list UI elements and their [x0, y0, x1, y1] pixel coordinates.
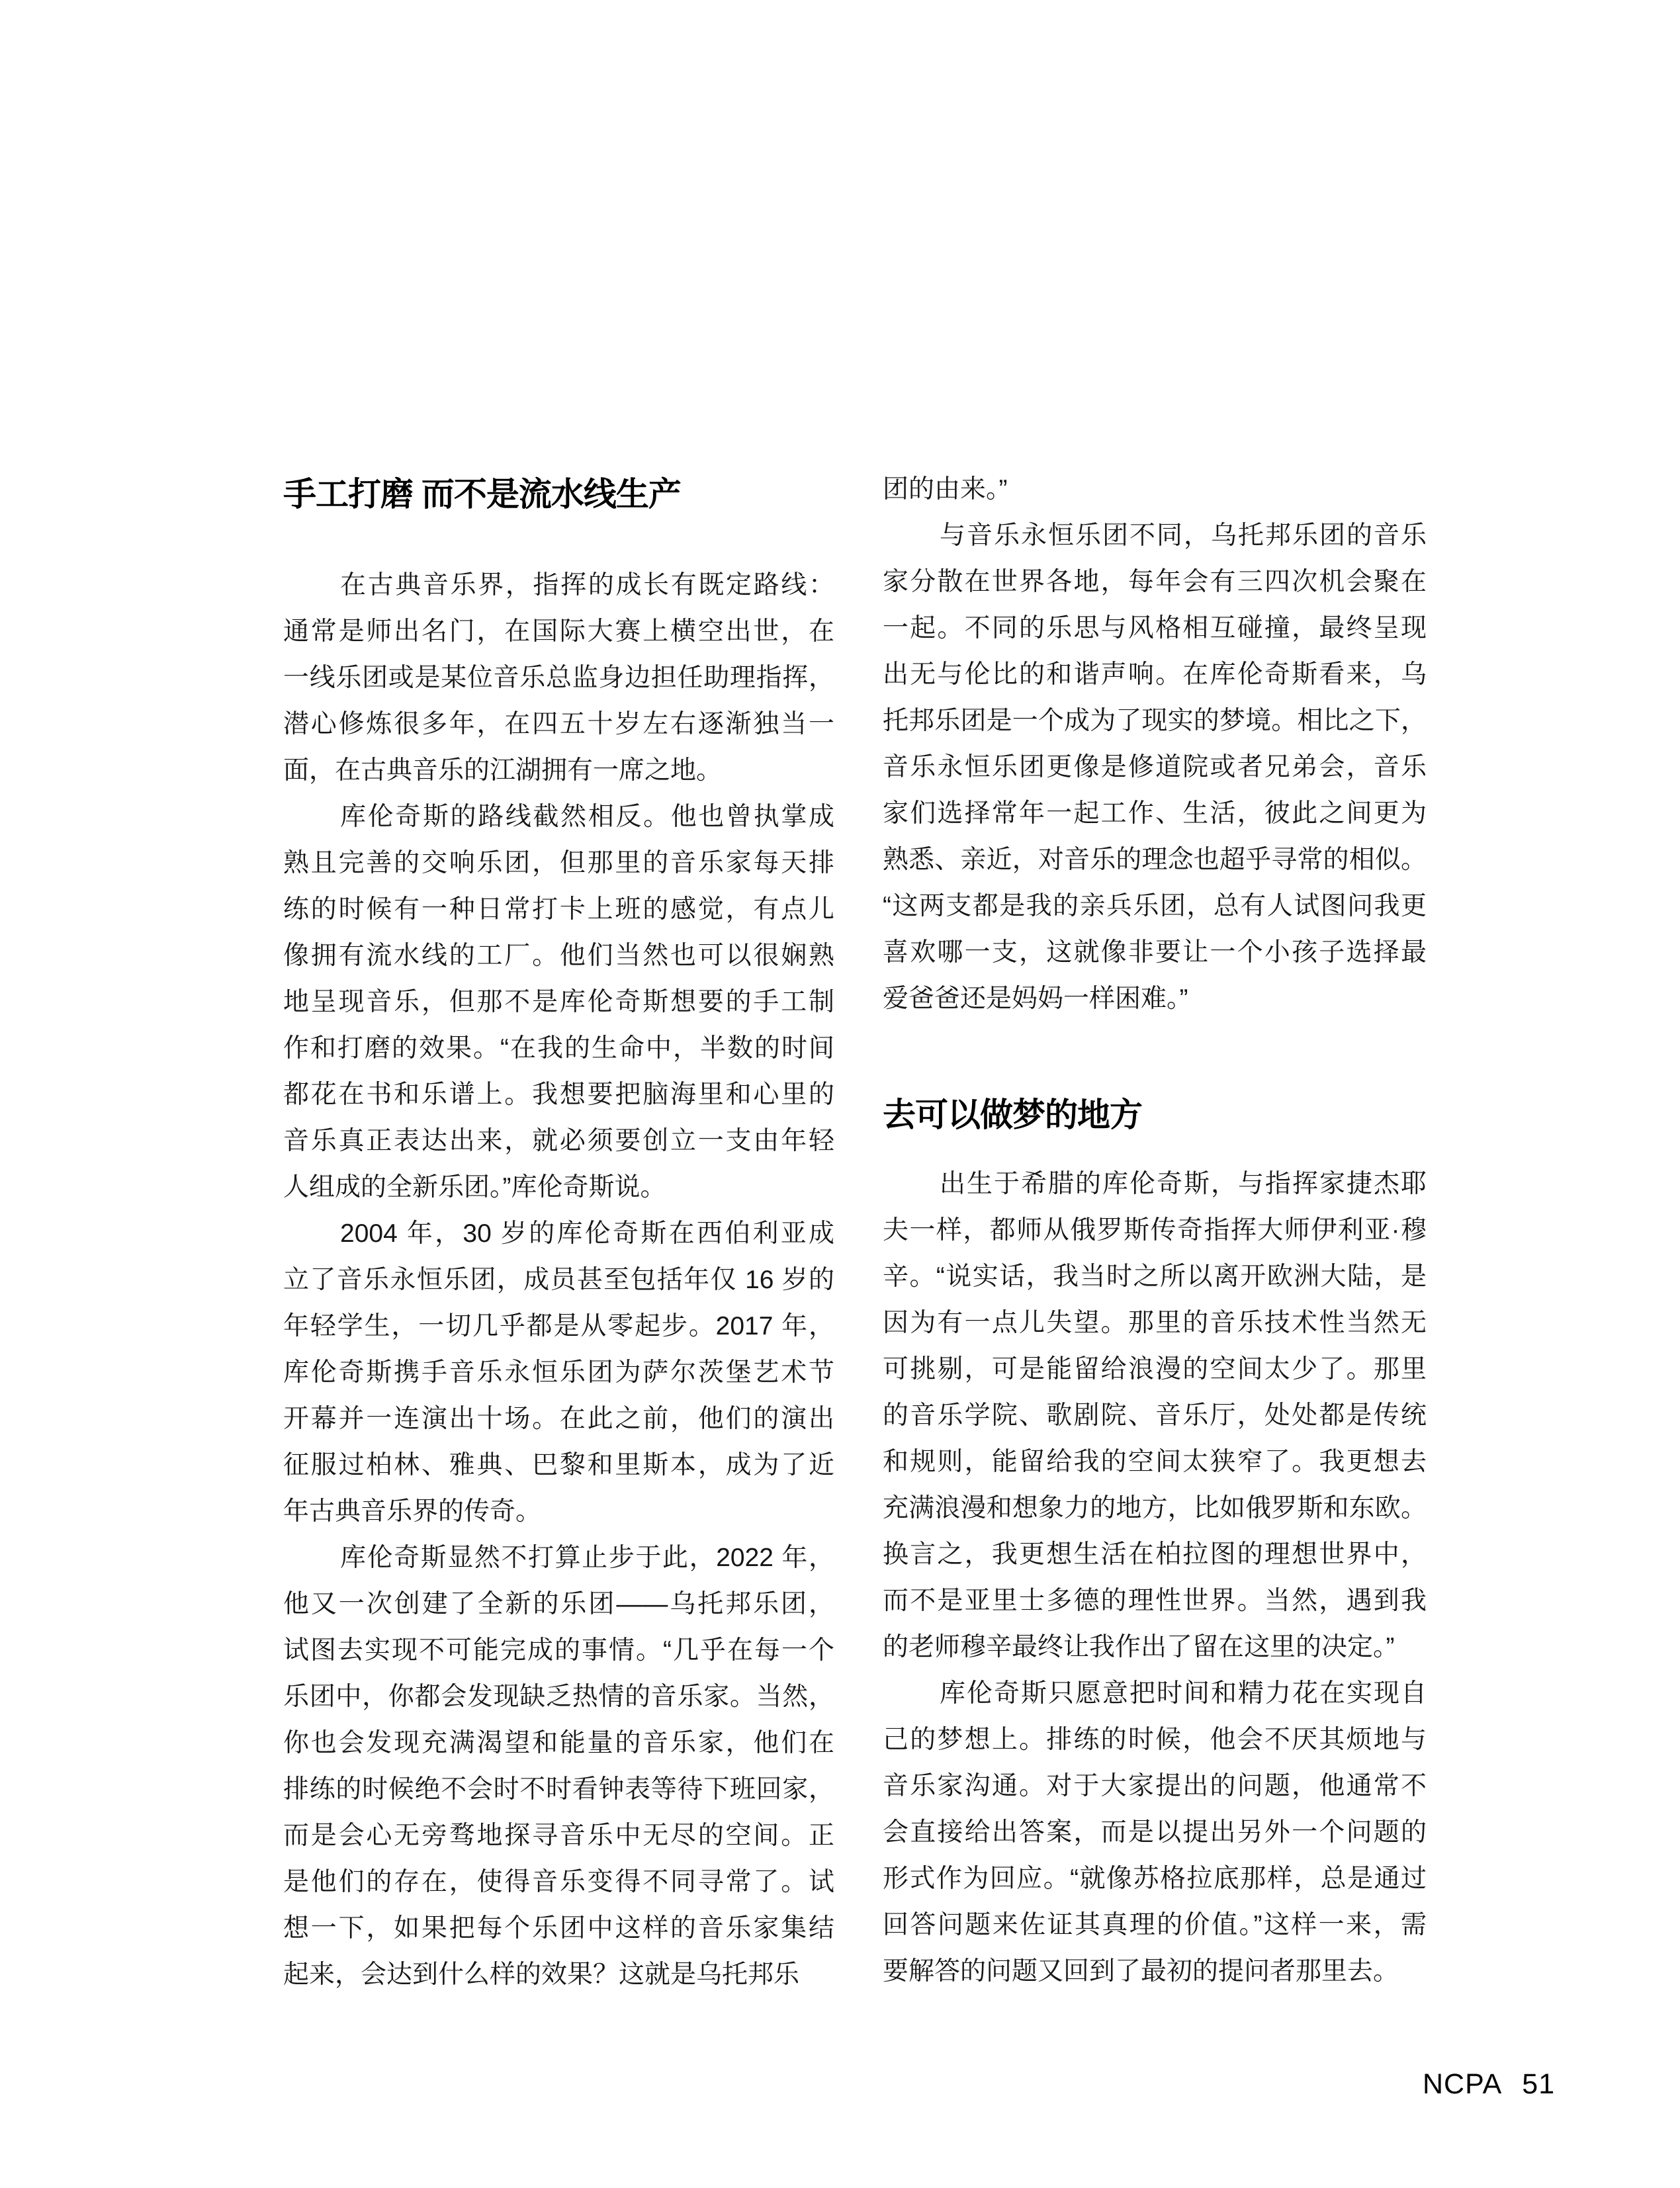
text-line: 己的梦想上。排练的时候，他会不厌其烦地与 [883, 1726, 1427, 1754]
text-line: 起来，会达到什么样的效果？这就是乌托邦乐 [283, 1960, 800, 1989]
paragraph [883, 1161, 1427, 1671]
text-line: “这两支都是我的亲兵乐团，总有人试图问我更 [883, 892, 1427, 920]
text-line: 回答问题来佐证其真理的价值。”这样一来，需 [883, 1911, 1427, 1939]
text-line: 像拥有流水线的工厂。他们当然也可以很娴熟 [283, 941, 834, 970]
text-line: 立了音乐永恒乐团，成员甚至包括年仅 16 岁的 [283, 1266, 834, 1294]
text-line: 征服过柏林、雅典、巴黎和里斯本，成为了近 [283, 1451, 834, 1479]
text-line: 年轻学生，一切几乎都是从零起步。2017 年， [283, 1312, 834, 1340]
text-line: 与音乐永恒乐团不同，乌托邦乐团的音乐 [940, 521, 1427, 550]
text-line: 充满浪漫和想象力的地方，比如俄罗斯和东欧。 [883, 1494, 1427, 1522]
text-line: 一线乐团或是某位音乐总监身边担任助理指挥， [283, 664, 834, 692]
text-line: 换言之，我更想生活在柏拉图的理想世界中， [883, 1540, 1427, 1569]
text-line: 他又一次创建了全新的乐团——乌托邦乐团， [283, 1590, 834, 1618]
text-line: 人组成的全新乐团。”库伦奇斯说。 [283, 1173, 666, 1202]
text-line: 团的由来。” [883, 475, 1008, 503]
text-line: 库伦奇斯携手音乐永恒乐团为萨尔茨堡艺术节 [283, 1358, 834, 1387]
text-line: 熟悉、亲近，对音乐的理念也超乎寻常的相似。 [883, 846, 1427, 874]
text-line: 和规则，能留给我的空间太狭窄了。我更想去 [883, 1448, 1427, 1476]
text-line: 2004 年，30 岁的库伦奇斯在西伯利亚成 [340, 1219, 834, 1248]
text-line: 一起。不同的乐思与风格相互碰撞，最终呈现 [883, 614, 1427, 642]
text-line: 因为有一点儿失望。那里的音乐技术性当然无 [883, 1309, 1427, 1337]
text-line: 夫一样，都师从俄罗斯传奇指挥大师伊利亚·穆 [883, 1216, 1427, 1245]
section-heading: 手工打磨 而不是流水线生产 [283, 476, 681, 513]
text-line: 要解答的问题又回到了最初的提问者那里去。 [883, 1957, 1399, 1986]
text-line: 库伦奇斯只愿意把时间和精力花在实现自 [940, 1679, 1427, 1708]
text-line: 乐团中，你都会发现缺乏热情的音乐家。当然， [283, 1683, 834, 1711]
text-line: 辛。“说实话，我当时之所以离开欧洲大陆，是 [883, 1262, 1427, 1291]
text-line: 家们选择常年一起工作、生活，彼此之间更为 [883, 799, 1427, 828]
text-line: 的音乐学院、歌剧院、音乐厅，处处都是传统 [883, 1401, 1427, 1430]
paragraph [283, 794, 834, 1211]
text-line: 库伦奇斯显然不打算止步于此，2022 年， [340, 1544, 834, 1572]
text-line: 音乐永恒乐团更像是修道院或者兄弟会，音乐 [883, 753, 1427, 781]
text-line: 家分散在世界各地，每年会有三四次机会聚在 [883, 568, 1427, 596]
paragraph [283, 1211, 834, 1535]
text-line: 出无与伦比的和谐声响。在库伦奇斯看来，乌 [883, 660, 1427, 689]
text-line: 而不是亚里士多德的理性世界。当然，遇到我 [883, 1587, 1427, 1615]
paragraph [283, 562, 834, 794]
text-line: 出生于希腊的库伦奇斯，与指挥家捷杰耶 [940, 1170, 1427, 1198]
text-line: 熟且完善的交响乐团，但那里的音乐家每天排 [283, 849, 834, 877]
text-line: 会直接给出答案，而是以提出另外一个问题的 [883, 1818, 1427, 1847]
text-line: 你也会发现充满渴望和能量的音乐家，他们在 [283, 1729, 834, 1757]
page-number: 51 [1522, 2068, 1556, 2100]
text-line: 的老师穆辛最终让我作出了留在这里的决定。” [883, 1633, 1395, 1661]
text-line: 想一下，如果把每个乐团中这样的音乐家集结 [283, 1914, 834, 1943]
text-line: 作和打磨的效果。“在我的生命中，半数的时间 [283, 1034, 834, 1063]
text-line: 在古典音乐界，指挥的成长有既定路线： [340, 571, 834, 599]
text-line: 是他们的存在，使得音乐变得不同寻常了。试 [283, 1868, 834, 1896]
text-line: 地呈现音乐，但那不是库伦奇斯想要的手工制 [283, 988, 834, 1016]
text-line: 年古典音乐界的传奇。 [283, 1497, 542, 1526]
text-line: 可挑剔，可是能留给浪漫的空间太少了。那里 [883, 1355, 1427, 1383]
text-line: 开幕并一连演出十场。在此之前，他们的演出 [283, 1405, 834, 1433]
text-line: 排练的时候绝不会时不时看钟表等待下班回家， [283, 1775, 834, 1804]
text-line: 托邦乐团是一个成为了现实的梦境。相比之下， [883, 707, 1427, 735]
text-line: 都花在书和乐谱上。我想要把脑海里和心里的 [283, 1080, 834, 1109]
text-line: 而是会心无旁骛地探寻音乐中无尽的空间。正 [283, 1821, 834, 1850]
article-column-right [883, 466, 1427, 1995]
article-column-left [283, 471, 834, 1998]
paragraph [883, 1671, 1427, 1995]
text-line: 试图去实现不可能完成的事情。“几乎在每一个 [283, 1636, 834, 1665]
paragraph [883, 513, 1427, 1022]
magazine-label: NCPA [1423, 2068, 1503, 2100]
page-footer [1423, 2068, 1555, 2101]
text-line: 形式作为回应。“就像苏格拉底那样，总是通过 [883, 1864, 1427, 1893]
text-line: 爱爸爸还是妈妈一样困难。” [883, 985, 1188, 1013]
text-line: 音乐家沟通。对于大家提出的问题，他通常不 [883, 1772, 1427, 1800]
text-line: 练的时候有一种日常打卡上班的感觉，有点儿 [283, 895, 834, 924]
paragraph [883, 466, 1427, 513]
text-line: 潜心修炼很多年，在四五十岁左右逐渐独当一 [283, 710, 834, 738]
text-line: 通常是师出名门，在国际大赛上横空出世，在 [283, 617, 834, 646]
paragraph [283, 1535, 834, 1998]
text-line: 面，在古典音乐的江湖拥有一席之地。 [283, 756, 723, 785]
section-heading: 去可以做梦的地方 [883, 1096, 1142, 1133]
text-line: 音乐真正表达出来，就必须要创立一支由年轻 [283, 1127, 834, 1155]
text-line: 喜欢哪一支，这就像非要让一个小孩子选择最 [883, 938, 1427, 967]
text-line: 库伦奇斯的路线截然相反。他也曾执掌成 [340, 803, 834, 831]
